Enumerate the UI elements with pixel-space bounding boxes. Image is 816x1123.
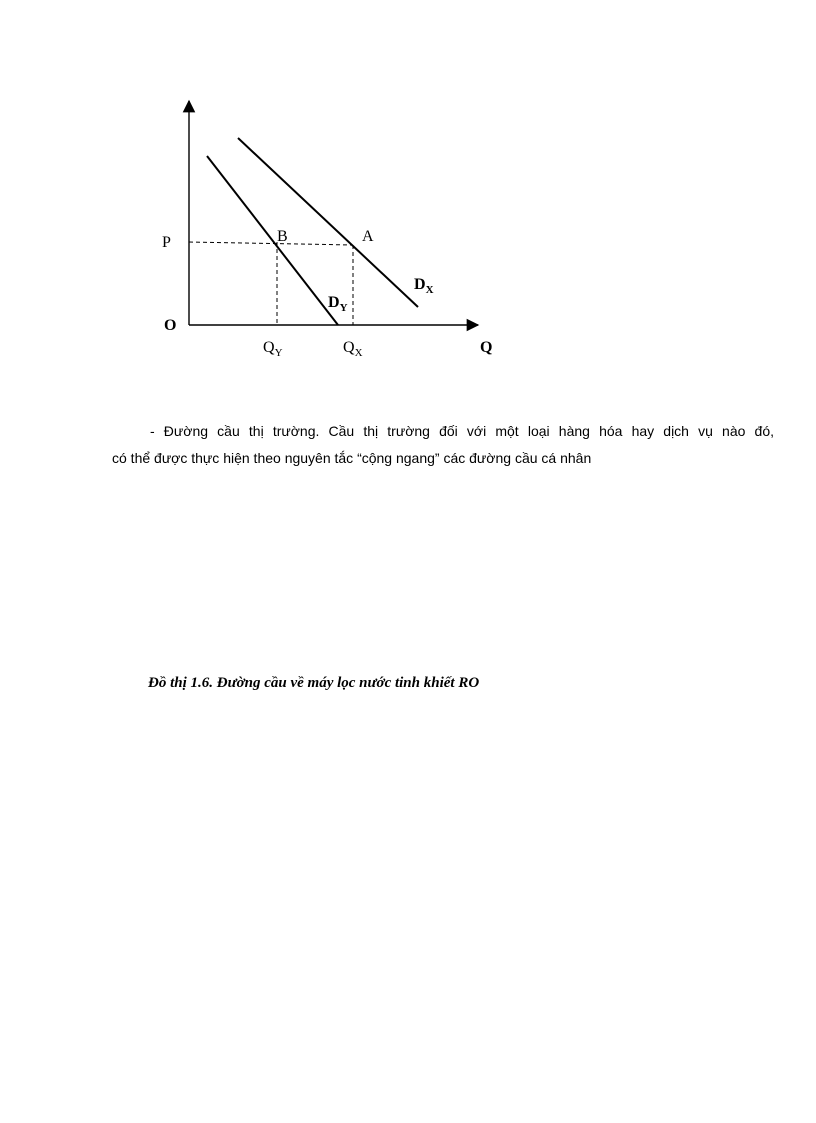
price-dashed-line [189,242,353,245]
curve-dx-label: $D_X$ [414,276,434,296]
point-a-label: A [362,228,374,245]
qy-tick-label: $Q_Y$ [263,339,283,359]
demand-curve-y [207,156,338,325]
figure-caption: Đồ thị 1.6. Đường cầu về máy lọc nước tinh khiết RO [148,675,480,691]
qx-tick-label: $Q_X$ [343,339,363,359]
curve-dy-label: $D_Y$ [328,294,348,314]
quantity-axis-label: Q [480,339,493,356]
price-axis-label: P [162,234,171,251]
paragraph-line-2: có thể được thực hiện theo nguyên tắc “cộng ngang” các đường cầu cá nhân [112,450,592,466]
paragraph-line-1: - Đường cầu thị trường. Cầu thị trường đối với một loại hàng hóa hay dịch vụ nào đó, [150,423,774,439]
point-b-label: B [277,228,288,245]
demand-diagram [0,0,816,400]
demand-curve-x [238,138,418,307]
origin-label: O [164,317,177,334]
